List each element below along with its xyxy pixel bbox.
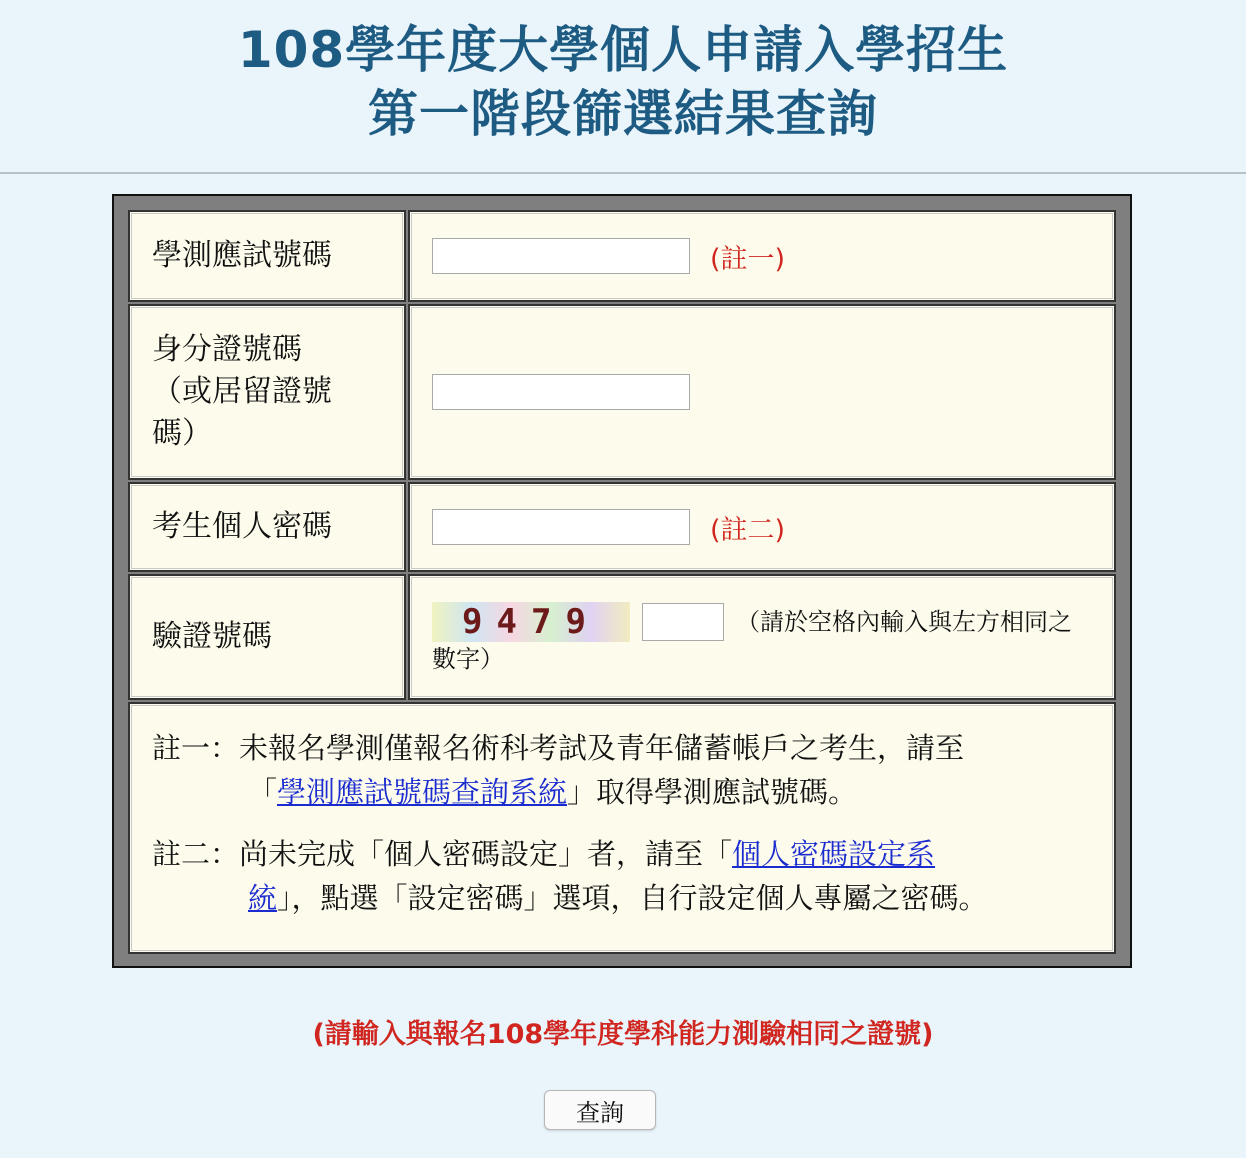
note1-text: 未報名學測僅報名術科考試及青年儲蓄帳戶之考生，請至 bbox=[239, 731, 965, 765]
note2-post: 」，點選「設定密碼」選項，自行設定個人專屬之密碼。 bbox=[277, 881, 988, 915]
id-number-label bbox=[128, 304, 406, 480]
password-setup-link-part1[interactable]: 個人密碼設定系 bbox=[732, 837, 936, 871]
exam-number-lookup-link[interactable]: 學測應試號碼查詢系統 bbox=[277, 775, 568, 809]
captcha-hint-line2: 數字） bbox=[432, 645, 504, 673]
captcha-hint-line1: （請於空格內輸入與左方相同之 bbox=[736, 608, 1072, 636]
page-title-line1: 108學年度大學個人申請入學招生 bbox=[237, 21, 1009, 79]
captcha-cell bbox=[408, 574, 1116, 700]
password-row bbox=[128, 482, 1116, 572]
notes-row bbox=[128, 702, 1116, 954]
note2-tag: 註二： bbox=[152, 837, 240, 871]
exam-number-label: 學測應試號碼 bbox=[128, 210, 406, 302]
note1 bbox=[152, 726, 1094, 770]
note1-post: 」取得學測應試號碼。 bbox=[567, 775, 858, 809]
exam-number-note: (註一) bbox=[710, 243, 786, 275]
id-number-row bbox=[128, 304, 1116, 480]
password-setup-link-part2[interactable]: 統 bbox=[248, 881, 278, 915]
query-form-table bbox=[112, 194, 1132, 968]
id-number-label-line3: 碼） bbox=[152, 416, 212, 451]
id-number-label-line2: （或居留證號 bbox=[152, 374, 332, 409]
password-input[interactable] bbox=[432, 509, 690, 545]
exam-number-input[interactable] bbox=[432, 238, 690, 274]
captcha-label: 驗證號碼 bbox=[128, 574, 406, 700]
password-label: 考生個人密碼 bbox=[128, 482, 406, 572]
id-number-reminder: (請輸入與報名108學年度學科能力測驗相同之證號) bbox=[312, 1019, 934, 1050]
id-number-cell bbox=[408, 304, 1116, 480]
exam-number-cell bbox=[408, 210, 1116, 302]
id-number-input[interactable] bbox=[432, 374, 690, 410]
password-cell bbox=[408, 482, 1116, 572]
note1-continuation bbox=[152, 770, 1094, 814]
note2 bbox=[152, 832, 1094, 876]
captcha-row bbox=[128, 574, 1116, 700]
captcha-image: 9479 bbox=[432, 602, 630, 642]
password-note: (註二) bbox=[710, 514, 786, 546]
note1-pre: 「 bbox=[248, 775, 278, 809]
note2-continuation bbox=[152, 876, 1094, 920]
exam-number-row bbox=[128, 210, 1116, 302]
note2-text: 尚未完成「個人密碼設定」者，請至「 bbox=[239, 837, 733, 871]
page-header bbox=[0, 0, 1246, 174]
page-title-line2: 第一階段篩選結果查詢 bbox=[368, 85, 878, 143]
note1-tag: 註一： bbox=[152, 731, 240, 765]
notes-cell bbox=[128, 702, 1116, 954]
query-button[interactable]: 查詢 bbox=[544, 1090, 656, 1130]
captcha-input[interactable] bbox=[642, 603, 724, 641]
id-number-label-line1: 身分證號碼 bbox=[152, 332, 302, 367]
